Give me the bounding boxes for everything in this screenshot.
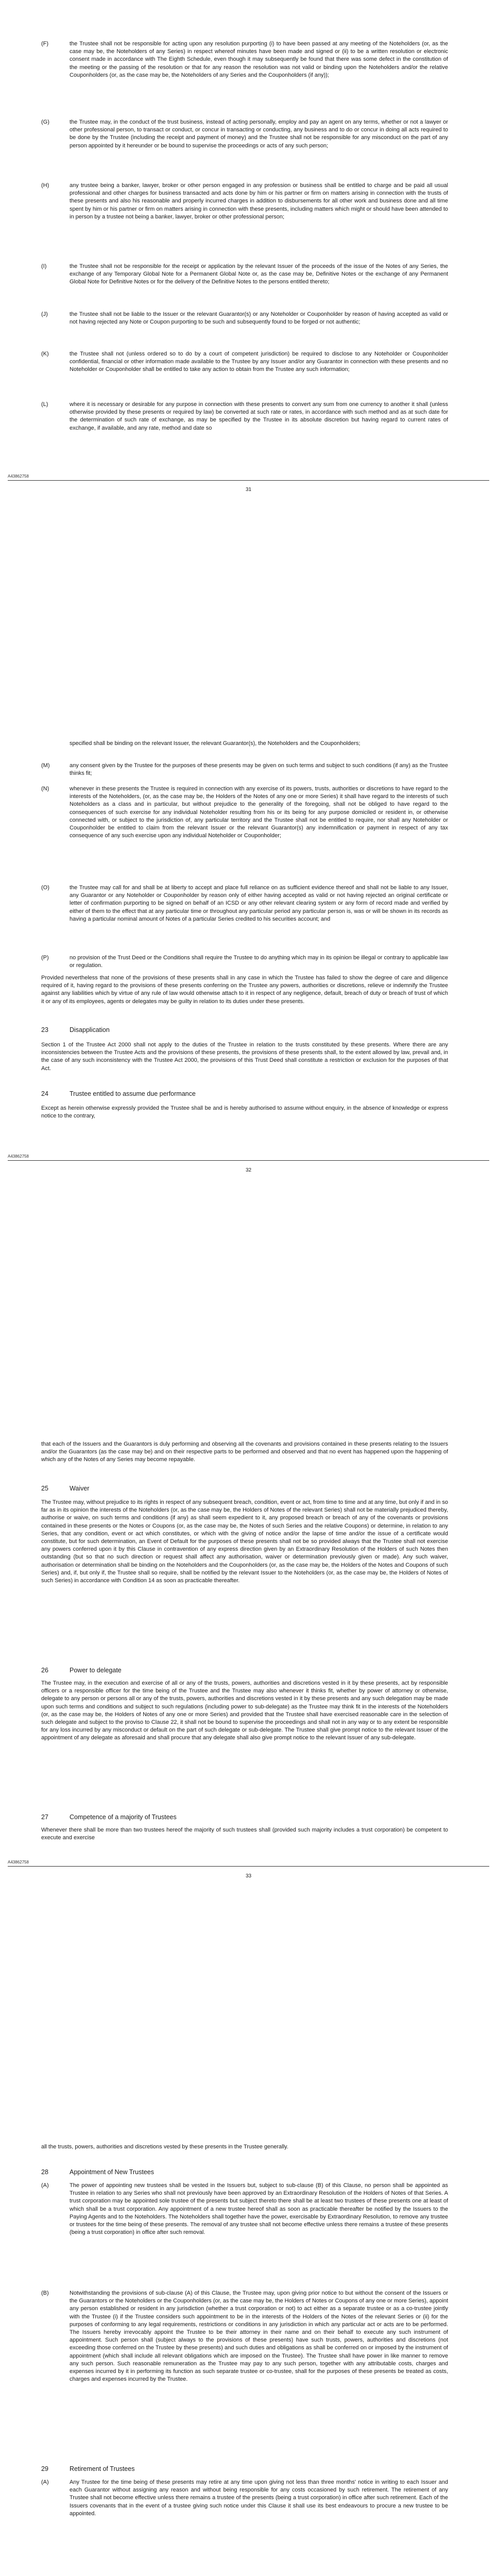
clause-text: Any Trustee for the time being of these presents may retire at any time upon giving not less than three months' notice in writing to each Issuer and each Guarantor without assigning any reason and without being responsible for any costs occasioned by such retirement. The retirement of any Trustee shall not become effective unless there remains a trustee of the presents (being a trust corporation) in office after such retirement. Each of the Issuers covenants that in the event of a trustee giving such notice under this Clause it shall use its best endeavours to procure a new trustee to be appointed.	[70, 2479, 448, 2517]
clause-label: (K)	[41, 351, 49, 357]
section-24-text	[41, 1105, 448, 1120]
page-34	[0, 2111, 497, 2576]
section-text: Section 1 of the Trustee Act 2000 shall not apply to the duties of the Trustee in relation to the trusts constituted by these presents. Where there are any inconsistencies between the Trustee Acts and the provisions of these presents, the provisions of these presents shall, to the extent allowed by law, prevail and, in the case of any such inconsistency with the Trustee Act 2000, the provisions of this Trust Deed shall constitute a restriction or exclusion for the purposes of that Act.	[41, 1042, 448, 1072]
section-text: Except as herein otherwise expressly provided the Trustee shall be and is hereby authorised to assume without enquiry, in the absence of knowledge or express notice to the contrary,	[41, 1105, 448, 1120]
section-text: Whenever there shall be more than two trustees hereof the majority of such trustees shall (provided such majority includes a trust corporation) be competent to execute and exercise	[41, 1827, 448, 1841]
section-27-heading	[41, 1813, 448, 1821]
clause-label: (N)	[41, 786, 49, 792]
clause-m	[41, 762, 448, 777]
clause-label: (O)	[41, 885, 49, 891]
clause-text: Notwithstanding the provisions of sub-clause (A) of this Clause, the Trustee may, upon giving prior notice to but without the consent of the Issuers or the Guarantors or the Noteholders or the Couponholders (or, as the case may be, the Holders of Notes or Coupons of any one or more Series), appoint any person established or resident in any jurisdiction (whether a trust corporation or not) to act either as a separate trustee or as a co-trustee jointly with the Trustee (i) if the Trustee considers such appointment to be in the interests of the Holders of the Notes of the relevant Series or (ii) for the purposes of conforming to any legal requirements, restrictions or conditions in any jurisdiction in which any particular act or acts are to be performed. The Issuers hereby irrevocably appoint the Trustee to be their attorney in their name and on their behalf to execute any such instrument of appointment. Such person shall (subject always to the provisions of these presents) have such trusts, powers, authorities and discretions (not exceeding those conferred on the Trustee by these presents) and such duties and obligations as shall be conferred on or imposed by the instrument of appointment (which shall include all relevant obligations which are imposed on the Trustee). The Trustee shall have power in like manner to remove any such person. Such reasonable remuneration as the Trustee may pay to any such person, together with any attributable costs, charges and expenses incurred by it in performing its function as such separate trustee or co-trustee, shall for the purposes of these presents be treated as costs, charges and expenses incurred by the Trustee.	[70, 2290, 448, 2383]
clause-label: (A)	[41, 2479, 49, 2485]
clause-text: the Trustee shall not be liable to the Issuer or the relevant Guarantor(s) or any Noteholder or Couponholder by reason of having accepted as valid or not having rejected any Note or Coupon purporting to be such and subsequently found to be forged or not authentic;	[70, 311, 448, 326]
section-title: Waiver	[70, 1485, 90, 1492]
section-title: Retirement of Trustees	[70, 2465, 135, 2472]
clause-text: any consent given by the Trustee for the purposes of these presents may be given on such terms and subject to such conditions (if any) as the Trustee thinks fit;	[70, 762, 448, 777]
clause-29a	[41, 2479, 448, 2518]
clause-h	[41, 182, 448, 221]
section-24-heading	[41, 1090, 448, 1098]
continuation-text: specified shall be binding on the relevant Issuer, the relevant Guarantor(s), the Noteholders and the Couponholders;	[70, 740, 361, 747]
section-25-text	[41, 1499, 448, 1585]
clause-n	[41, 785, 448, 840]
clause-l	[41, 401, 448, 432]
section-title: Appointment of New Trustees	[70, 2168, 154, 2176]
section-title: Trustee entitled to assume due performance	[70, 1090, 196, 1097]
section-number: 24	[41, 1090, 48, 1097]
continuation-block	[41, 1440, 448, 1464]
clause-label: (H)	[41, 182, 49, 189]
page-number: 33	[245, 1873, 252, 1879]
clause-label: (P)	[41, 955, 49, 961]
footer-rule	[8, 1160, 489, 1161]
clause-text: the Trustee shall not be responsible for acting upon any resolution purporting (i) to have been passed at any meeting of the Noteholders (or, as the case may be, the Noteholders of any Series) in respect whereof minutes have been made and signed or (ii) to be a written resolution or electronic consent made in accordance with The Eighth Schedule, even though it may subsequently be found that there was some defect in the constitution of the meeting or the passing of the resolution or that for any reason the resolution was not valid or binding upon the Noteholders and/or the relative Couponholders (or, as the case may be, the Noteholders of any Series and the Couponholders (if any));	[70, 41, 448, 78]
section-26-text	[41, 1680, 448, 1742]
page-number: 32	[245, 1167, 252, 1173]
clause-text: no provision of the Trust Deed or the Conditions shall require the Trustee to do anything which may in its opinion be illegal or contrary to applicable law or regulation.	[70, 955, 448, 969]
clause-i	[41, 263, 448, 286]
clause-text: any trustee being a banker, lawyer, broker or other person engaged in any profession or business shall be entitled to charge and be paid all usual professional and other charges for business transacted and acts done by him or his partner or firm on matters arising in connection with the trusts of these presents and also his reasonable and properly incurred charges in addition to disbursements for all other work and business done and all time spent by him or his partner or firm on matters arising in connection with these presents, including matters which might or should have been attended to in person by a trustee not being a banker, lawyer, broker or other professional person;	[70, 182, 448, 220]
closing-proviso	[41, 974, 448, 1006]
continuation-text: all the trusts, powers, authorities and discretions vested by these presents in the Trustee generally.	[41, 2144, 288, 2150]
section-text: The Trustee may, without prejudice to its rights in respect of any subsequent breach, condition, event or act, from time to time and at any time, but only if and in so far as in its opinion the interests of the Noteholders (or, as the case may be, the Holders of Notes of the relevant Series) shall not be materially prejudiced thereby, authorise or waive, on such terms and conditions (if any) as shall seem expedient to it, any proposed breach or breach of any of the covenants or provisions contained in these presents or the Notes or Coupons (or, as the case may be, the Notes of such Series and the relative Coupons) or determine, in relation to any Series, that any condition, event or act which constitutes, or which with the giving of notice and/or the lapse of time and/or the issue of a certificate would constitute, but for such determination, an Event of Default for the purposes of these presents shall not be so provided always that the Trustee shall not exercise any powers conferred upon it by this Clause in contravention of any express direction given by an Extraordinary Resolution of the Holders of such Notes then outstanding (but so that no such direction or request shall affect any authorisation, waiver or determination previously given or made). Any such waiver, authorisation or determination shall be binding on the Noteholders and the Couponholders (or, as the case may be, the Holders of the Notes and Coupons of such Series) and, if, but only if, the Trustee shall so require, shall be notified by the relevant Issuer to the Noteholders (or, as the case may be, the Holders of Notes of such Series) in accordance with Condition 14 as soon as practicable thereafter.	[41, 1499, 448, 1584]
clause-label: (F)	[41, 41, 49, 47]
section-title: Competence of a majority of Trustees	[70, 1814, 177, 1821]
clause-label: (G)	[41, 119, 49, 125]
clause-f	[41, 40, 448, 79]
section-number: 29	[41, 2465, 48, 2472]
clause-k	[41, 350, 448, 374]
section-28-heading	[41, 2168, 448, 2176]
page-33	[0, 1408, 497, 2111]
section-number: 26	[41, 1667, 48, 1674]
page-31	[0, 0, 497, 704]
section-number: 27	[41, 1814, 48, 1821]
clause-label: (I)	[41, 263, 47, 269]
continuation-text: that each of the Issuers and the Guarantors is duly performing and observing all the covenants and provisions contained in these presents relating to the Issuers and/or the Guarantors (as the case may be) and on their respective parts to be performed and observed and that no event has happened upon the happening of which any of the Notes of any Series may become repayable.	[41, 1441, 448, 1463]
page-32	[0, 704, 497, 1408]
section-title: Power to delegate	[70, 1667, 122, 1674]
clause-label: (L)	[41, 401, 48, 408]
continuation-block	[41, 2143, 448, 2151]
clause-g	[41, 118, 448, 150]
doc-code: A43862758	[8, 474, 29, 479]
clause-text: the Trustee may, in the conduct of the trust business, instead of acting personally, employ and pay an agent on any terms, whether or not a lawyer or other professional person, to transact or conduct, or concur in transacting or conducting, any business and to do or concur in doing all acts required to be done by the Trustee (including the receipt and payment of money) and the Trustee shall not be responsible for any misconduct on the part of any person appointed by it hereunder or be bound to supervise the proceedings or acts of any such person;	[70, 119, 448, 149]
clause-text: The power of appointing new trustees shall be vested in the Issuers but, subject to sub-clause (B) of this Clause, no person shall be appointed as Trustee in relation to any Series who shall not previously have been approved by an Extraordinary Resolution of the Holders of Notes of that Series. A trust corporation may be appointed sole trustee of the presents but subject thereto there shall be at least two trustees of these presents one at least of which shall be a trust corporation. Any appointment of a new trustee hereof shall as soon as practicable thereafter be notified by the Issuers to the Paying Agents and to the Noteholders. The Noteholders shall together have the power, exercisable by Extraordinary Resolution, to remove any trustee or trustees for the time being of these presents. The removal of any trustee shall not become effective unless there remains a trustee of these presents (being a trust corporation) in office after such removal.	[70, 2182, 448, 2236]
clause-28a	[41, 2182, 448, 2236]
section-text: The Trustee may, in the execution and exercise of all or any of the trusts, powers, authorities and discretions vested in it by these presents, act by responsible officers or a responsible officer for the time being of the Trustee and the Trustee may also whenever it thinks fit, whether by power of attorney or otherwise, delegate to any person or persons all or any of the trusts, powers, authorities and discretions vested in it by these presents and any such delegation may be made upon such terms and conditions and subject to such regulations (including power to sub-delegate) as the Trustee may think fit in the interests of the Noteholders (or, as the case may be, the Holders of Notes of any one or more Series) and provided that the Trustee shall have exercised reasonable care in the selection of such delegate and subject to the proviso to Clause 22, it shall not be bound to supervise the proceedings and shall not in any way or to any extent be responsible for any loss incurred by any misconduct or default on the part of such delegate or sub-delegate. The Trustee shall give prompt notice to the relevant Issuer of the appointment of any delegate as aforesaid and shall procure that any delegate shall also give prompt notice to the relevant Issuer of any sub-delegate.	[41, 1680, 448, 1741]
footer-rule	[8, 480, 489, 481]
clause-text: the Trustee may call for and shall be at liberty to accept and place full reliance on as sufficient evidence thereof and shall not be liable to any Issuer, any Guarantor or any Noteholder or Couponholder by reason only of either having accepted as valid or not having rejected an original certificate or letter of confirmation purporting to be signed on behalf of an ICSD or any other relevant clearing system or any form of record made and verified by either of them to the effect that at any particular time or throughout any particular period any particular person is, was or will be shown in its records as having a particular nominal amount of Notes of a particular Series credited to his securities account; and	[70, 885, 448, 922]
clause-p	[41, 954, 448, 970]
doc-code: A43862758	[8, 1860, 29, 1865]
clause-28b	[41, 2290, 448, 2383]
section-29-heading	[41, 2465, 448, 2473]
clause-label: (J)	[41, 311, 48, 317]
clause-o	[41, 884, 448, 923]
section-number: 28	[41, 2168, 48, 2176]
closing-text: Provided nevertheless that none of the provisions of these presents shall in any case in which the Trustee has failed to show the degree of care and diligence required of it, having regard to the provisions of these presents conferring on the Trustee any powers, authorities or discretions, relieve or indemnify the Trustee against any liabilities which by virtue of any rule of law would otherwise attach to it in respect of any negligence, default, breach of duty or breach of trust of which it or any of its employees, agents or delegates may be guilty in relation to its duties under these presents.	[41, 975, 448, 1005]
clause-label: (M)	[41, 762, 50, 769]
footer-rule	[8, 1866, 489, 1867]
clause-text: where it is necessary or desirable for any purpose in connection with these presents to convert any sum from one currency to another it shall (unless otherwise provided by these presents or required by law) be converted at such rate or rates, in accordance with such method and as at such date for the determination of such rate of exchange, as may be specified by the Trustee in its absolute discretion but having regard to current rates of exchange, if available, and any rate, method and date so	[70, 401, 448, 431]
clause-text: the Trustee shall not (unless ordered so to do by a court of competent jurisdiction) be required to disclose to any Noteholder or Couponholder confidential, financial or other information made available to the Trustee by any Issuer and/or any Guarantor in connection with these presents and no Noteholder or Couponholder shall be entitled to take any action to obtain from the Trustee any such information;	[70, 351, 448, 373]
section-25-heading	[41, 1484, 448, 1493]
clause-text: whenever in these presents the Trustee is required in connection with any exercise of its powers, trusts, authorities or discretions to have regard to the interests of the Noteholders, (or, as the case may be, the Holders of the Notes of any one or more Series) it shall have regard to the interests of such Noteholders as a class and in particular, but without prejudice to the generality of the foregoing, shall not be obliged to have regard to the consequences of such exercise for any individual Noteholder resulting from his or its being for any purpose domiciled or resident in, or otherwise connected with, or subject to the jurisdiction of, any particular territory and the Trustee shall not be entitled to require, nor shall any Noteholder or Couponholder be entitled to claim from the relevant Issuer or the relevant Guarantor(s) any indemnification or payment in respect of any tax consequence of any such exercise upon any individual Noteholder or Couponholder;	[70, 786, 448, 839]
section-number: 25	[41, 1485, 48, 1492]
clause-label: (B)	[41, 2290, 49, 2296]
section-23-text	[41, 1041, 448, 1073]
page-number: 31	[245, 487, 252, 493]
section-number: 23	[41, 1026, 48, 1033]
section-title: Disapplication	[70, 1026, 110, 1033]
doc-code: A43862758	[8, 1154, 29, 1159]
section-26-heading	[41, 1666, 448, 1674]
section-27-text	[41, 1826, 448, 1842]
clause-j	[41, 311, 448, 326]
clause-label: (A)	[41, 2182, 49, 2189]
section-23-heading	[41, 1026, 448, 1034]
clause-text: the Trustee shall not be responsible for the receipt or application by the relevant Issuer of the proceeds of the issue of the Notes of any Series, the exchange of any Temporary Global Note for a Permanent Global Note or, as the case may be, Definitive Notes or the exchange of any Permanent Global Note for Definitive Notes or for the delivery of the Definitive Notes to the persons entitled thereto;	[70, 263, 448, 285]
